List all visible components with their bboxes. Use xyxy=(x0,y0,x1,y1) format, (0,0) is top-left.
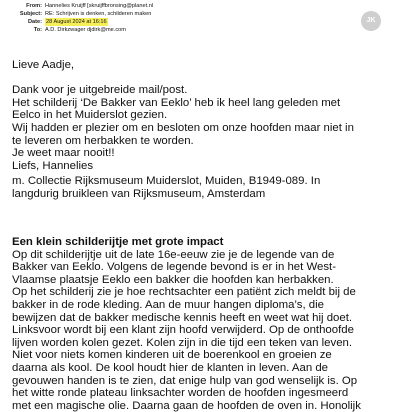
email-letter xyxy=(12,59,400,172)
date-label: Date: xyxy=(28,19,42,25)
article-line: Linksvoor wordt bij een klant zijn hoofd verwijderd. Op de onthoofde xyxy=(12,324,354,337)
from-label: From: xyxy=(26,3,42,9)
to-label: To: xyxy=(33,27,42,33)
letter-line: te leveren om herbakken te worden. xyxy=(12,134,194,147)
article xyxy=(12,236,400,412)
article-line: Op dit schilderijtje uit de late 16e-eeuw zie je de legende van de xyxy=(12,248,335,261)
article-line: bakker in de rode kleding. Aan de muur hangen diploma’s, die xyxy=(12,298,324,311)
collection-note xyxy=(12,175,400,200)
article-heading: Een klein schilderijtje met grote impact xyxy=(12,236,224,248)
subject-label: Subject: xyxy=(19,11,42,17)
article-line: lijven worden kolen gezet. Kolen zijn in die tijd een teken van leven. xyxy=(12,336,353,349)
avatar: JK xyxy=(361,11,381,31)
email-header xyxy=(0,0,400,42)
letter-line: Wij hadden er plezier om en besloten om onze hoofden maar niet in xyxy=(12,121,354,134)
article-line: Bakker van Eeklo. Volgens de legende bevond is er in het West- xyxy=(12,261,336,274)
article-line: Op het schilderij zie je hoe rechtsachter een patiënt zich meldt bij de xyxy=(12,286,356,299)
article-line: daarna als kool. De kool houdt hier de klanten in leven. Aan de xyxy=(12,361,328,374)
article-line: bewijzen dat de bakker medische kennis heeft en weet wat hij doet. xyxy=(12,311,353,324)
article-line: Vlaamse plaatsje Eeklo een bakker die hoofden kan herbakken. xyxy=(12,273,334,286)
article-line: met een magische olie. Daarna gaan de hoofden de oven in. Honolijk xyxy=(12,399,361,412)
collection-line: langdurig bruikleen van Rijksmuseum, Amsterdam xyxy=(12,187,266,200)
date-value: 28 August 2024 at 16:16 xyxy=(46,19,107,25)
letter-line: Je weet maar nooit!! xyxy=(12,147,115,160)
letter-line: Eelco in het Muiderslot gezien. xyxy=(12,109,168,122)
article-line: gevouwen handen is te zien, dat enige hulp van god wenselijk is. Op xyxy=(12,374,358,387)
greeting: Lieve Aadje, xyxy=(12,59,75,71)
collection-line: m. Collectie Rijksmuseum Muiderslot, Muiden, B1949-089. In xyxy=(12,175,321,187)
from-value[interactable]: Hannelies Kruijff [skruijffbronsing@planet.nl xyxy=(45,3,154,9)
letter-line: Het schilderij ‘De Bakker van Eeklo’ heb ik heel lang geleden met xyxy=(12,96,341,109)
subject-value: RE: Schrijven is denken, schilderen maken xyxy=(45,11,152,17)
letter-signature: Liefs, Hannelies xyxy=(12,159,94,172)
article-line: het witte ronde plateau linksachter worden de hoofden ingesmeerd xyxy=(12,387,349,400)
to-value[interactable]: A.D. Dirkzwager djdirk@me.com xyxy=(45,27,126,33)
article-line: Niet voor niets komen kinderen uit de boerenkool en groeien ze xyxy=(12,349,332,362)
letter-line: Dank voor je uitgebreide mail/post. xyxy=(12,84,188,97)
